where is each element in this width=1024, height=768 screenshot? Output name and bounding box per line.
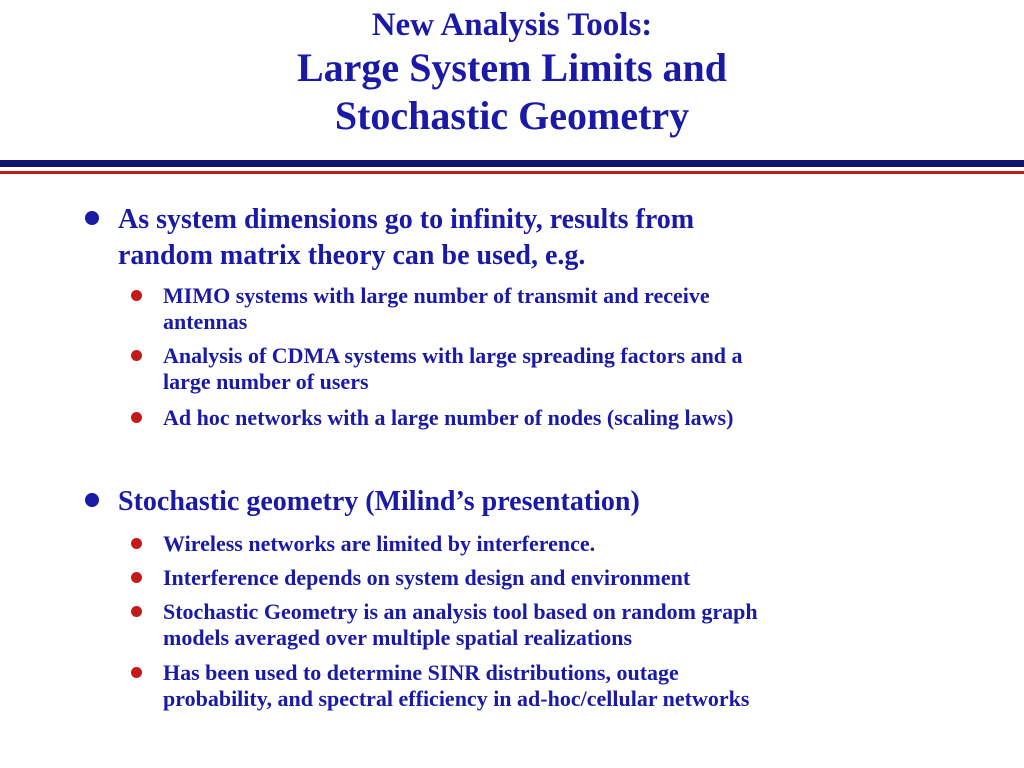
title-line-2: Large System Limits and <box>297 45 727 90</box>
sub-bullet-1-2-line-2: large number of users <box>163 369 369 394</box>
sub-bullet-1-3-line-1: Ad hoc networks with a large number of nodes (scaling laws) <box>163 405 734 430</box>
sub-bullet-2-3 <box>163 599 758 651</box>
sub-bullet-2-4-line-1: Has been used to determine SINR distributions, outage <box>163 660 679 685</box>
sub-bullet-2-1-line-1: Wireless networks are limited by interference. <box>163 531 596 556</box>
sub-bullet-2-3-line-1: Stochastic Geometry is an analysis tool based on random graph <box>163 599 758 624</box>
sub-bullet-dot-icon <box>131 572 142 583</box>
sub-bullet-1-1-line-2: antennas <box>163 309 248 334</box>
sub-bullet-2-4-line-2: probability, and spectral efficiency in ad-hoc/cellular networks <box>163 686 750 711</box>
sub-bullet-1-1 <box>163 283 710 335</box>
sub-bullet-2-2-line-1: Interference depends on system design and environment <box>163 565 691 590</box>
slide-title <box>0 6 1024 140</box>
title-rule-navy <box>0 160 1024 167</box>
bullet-1-line-1: As system dimensions go to infinity, results from <box>118 204 695 235</box>
bullet-2-line-1: Stochastic geometry (Milind’s presentation) <box>118 486 640 517</box>
bullet-dot-icon <box>85 493 99 507</box>
bullet-dot-icon <box>85 211 99 225</box>
sub-bullet-dot-icon <box>131 350 142 361</box>
sub-bullet-dot-icon <box>131 290 142 301</box>
bullet-1-line-2: random matrix theory can be used, e.g. <box>118 240 586 271</box>
sub-bullet-2-2 <box>163 565 690 591</box>
sub-bullet-2-4 <box>163 660 749 712</box>
sub-bullet-1-3 <box>163 405 733 431</box>
sub-bullet-dot-icon <box>131 538 142 549</box>
title-rule-red <box>0 171 1024 174</box>
sub-bullet-1-2-line-1: Analysis of CDMA systems with large spreading factors and a <box>163 343 743 368</box>
sub-bullet-dot-icon <box>131 606 142 617</box>
title-line-3: Stochastic Geometry <box>334 93 690 138</box>
sub-bullet-dot-icon <box>131 667 142 678</box>
title-line-1: New Analysis Tools: <box>371 7 653 43</box>
sub-bullet-2-3-line-2: models averaged over multiple spatial realizations <box>163 625 633 650</box>
sub-bullet-1-1-line-1: MIMO systems with large number of transmit and receive <box>163 283 710 308</box>
sub-bullet-dot-icon <box>131 412 142 423</box>
sub-bullet-1-2 <box>163 343 743 395</box>
bullet-1 <box>118 202 694 274</box>
bullet-2 <box>118 484 640 520</box>
sub-bullet-2-1 <box>163 531 595 557</box>
